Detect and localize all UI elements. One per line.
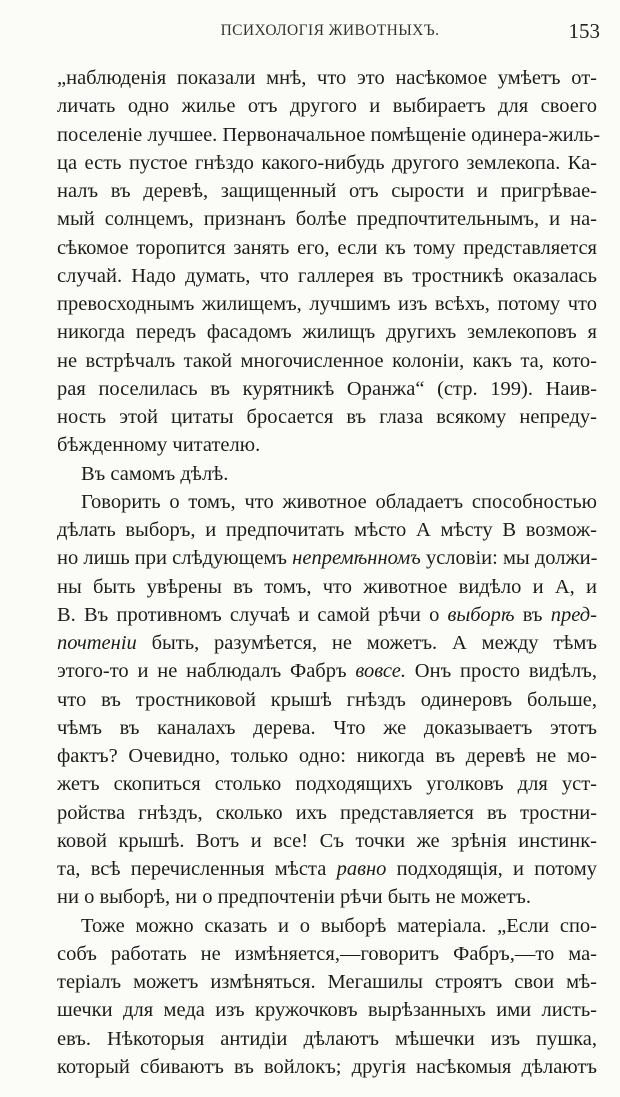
text-line — [57, 516, 597, 544]
text-segment: условіи: мы должи- — [420, 547, 598, 570]
text-line — [57, 488, 597, 516]
text-segment: собъ работать не измѣняется,—говоритъ Фабръ,—то ма- — [57, 942, 597, 965]
text-line — [57, 601, 597, 629]
text-line — [57, 375, 597, 403]
text-line — [57, 92, 597, 120]
italic-text: вовсе. — [355, 660, 406, 683]
text-line — [57, 64, 597, 92]
text-segment: который сбиваютъ въ войлокъ; другія насѣкомыя дѣлаютъ — [57, 1055, 597, 1078]
text-line — [57, 177, 597, 205]
text-line — [57, 573, 597, 601]
text-segment: евъ. Нѣкоторыя антидіи дѣлаютъ мѣшечки изъ пушка, — [57, 1027, 597, 1050]
text-line — [57, 742, 597, 770]
italic-text: почтеніи — [57, 632, 137, 654]
text-segment: та, всѣ перечисленныя мѣста — [57, 858, 337, 880]
text-line — [57, 544, 597, 572]
text-line — [57, 714, 597, 742]
italic-text: равно — [336, 858, 387, 880]
text-segment: бѣжденному читателю. — [57, 434, 261, 457]
running-title: ПСИХОЛОГІЯ ЖИВОТНЫХЪ. — [220, 22, 440, 39]
text-line — [57, 855, 597, 883]
text-segment: сѣкомое торопится занять его, если къ тому представляется — [57, 236, 597, 259]
text-line — [57, 883, 597, 911]
text-segment: ны быть увѣрены въ томъ, что животное видѣло и А, и — [57, 575, 597, 598]
text-line — [57, 799, 597, 827]
text-segment: шечки для меда изъ кружочковъ вырѣзанныхъ ими листь- — [57, 999, 597, 1022]
text-line — [57, 996, 597, 1024]
text-segment: Онъ просто видѣлъ, — [405, 660, 597, 683]
text-segment: въ — [514, 603, 551, 626]
text-segment: личать одно жилье отъ другого и выбираетъ для своего — [57, 95, 597, 118]
text-segment: чѣмъ въ каналахъ дерева. Что же доказываетъ этотъ — [57, 716, 597, 739]
text-segment: налъ въ деревѣ, защищенный отъ сырости и пригрѣвае- — [57, 180, 597, 202]
text-segment: подходящія, и потому — [386, 858, 597, 880]
text-segment: теріалъ можетъ измѣняться. Мегашилы строятъ свои мѣ- — [57, 971, 597, 993]
text-segment: превосходнымъ жилищемъ, лучшимъ изъ всѣхъ, потому что — [57, 293, 597, 315]
text-line — [57, 149, 597, 177]
text-line — [57, 629, 597, 657]
text-segment: Говорить о томъ, что животное обладаетъ способностью — [81, 490, 597, 513]
text-line — [57, 431, 597, 459]
text-segment: но лишь при слѣдующемъ — [57, 547, 293, 570]
text-segment: „наблюденія показали мнѣ, что это насѣкомое умѣетъ от- — [57, 67, 597, 89]
text-segment: В. Въ противномъ случаѣ и самой рѣчи о — [57, 603, 448, 626]
text-segment: Въ самомъ дѣлѣ. — [81, 462, 229, 485]
text-segment: не встрѣчалъ такой многочисленное колоніи, какъ та, кото- — [57, 349, 597, 372]
text-line — [57, 940, 597, 968]
text-segment: рая поселилась въ курятникѣ Оранжа“ (стр. 199). Наив- — [57, 377, 597, 400]
text-line — [57, 234, 597, 262]
text-segment: ца есть пустое гнѣздо какого-нибудь другого землекопа. Ка- — [57, 151, 597, 174]
body-text — [57, 64, 601, 1081]
italic-text: непремѣнномъ — [292, 547, 421, 570]
text-segment: что въ тростниковой крышѣ гнѣздъ одинеровъ больше, — [57, 688, 597, 711]
text-line — [57, 460, 597, 488]
text-line — [57, 1025, 597, 1053]
text-line — [57, 205, 597, 233]
text-segment: ни о выборѣ, ни о предпочтеніи рѣчи быть не можетъ. — [57, 886, 531, 909]
text-segment: Тоже можно сказать и о выборѣ матеріала. „Если спо- — [81, 914, 597, 937]
text-segment: поселеніе лучшее. Первоначальное помѣщеніе одинера-жиль- — [57, 123, 601, 146]
text-line — [57, 770, 597, 798]
text-line — [57, 827, 597, 855]
text-segment: никогда передъ фасадомъ жилищъ другихъ землекоповъ я — [57, 321, 597, 344]
text-line — [57, 290, 597, 318]
text-segment: фактъ? Очевидно, только одно: никогда въ деревѣ не мо- — [57, 745, 597, 767]
running-head — [60, 19, 600, 50]
text-line — [57, 1053, 597, 1081]
text-line — [57, 403, 597, 431]
text-line — [57, 657, 597, 685]
text-segment: ройства гнѣздъ, сколько ихъ представляется въ тростни- — [57, 801, 597, 824]
text-segment: этого-то и не наблюдалъ Фабръ — [57, 660, 356, 683]
text-line — [57, 318, 597, 346]
text-line — [57, 262, 597, 290]
text-line — [57, 121, 601, 149]
italic-text: пред- — [550, 603, 597, 626]
page-number: 153 — [568, 19, 600, 43]
text-segment: быть, разумѣется, не можетъ. А между тѣмъ — [136, 632, 597, 654]
text-line — [57, 968, 597, 996]
italic-text: выборѣ — [447, 603, 515, 626]
text-segment: ковой крышѣ. Вотъ и все! Съ точки же зрѣнія инстинк- — [57, 829, 597, 852]
text-segment: жетъ скопиться столько подходящихъ уголковъ для уст- — [57, 773, 597, 796]
text-line — [57, 686, 597, 714]
text-segment: мый солнцемъ, признанъ болѣе предпочтительнымъ, и на- — [57, 208, 597, 231]
text-line — [57, 912, 597, 940]
text-segment: ность этой цитаты бросается въ глаза всякому непреду- — [57, 406, 597, 428]
text-segment: случай. Надо думать, что галлерея въ тростникѣ оказалась — [57, 264, 597, 287]
text-segment: дѣлать выборъ, и предпочитать мѣсто А мѣсту В возмож- — [57, 519, 597, 541]
text-line — [57, 347, 597, 375]
